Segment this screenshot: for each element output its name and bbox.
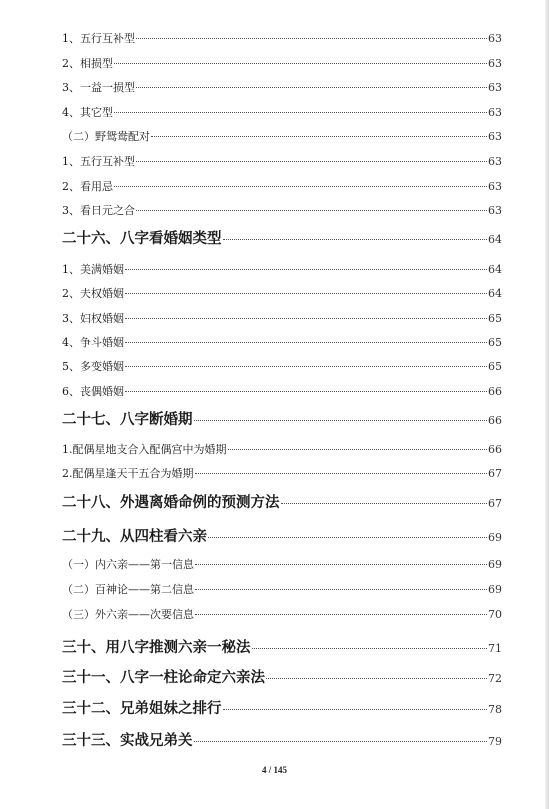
toc-chapter-entry[interactable] — [62, 636, 502, 657]
toc-entry-title: 1、美满婚姻 — [62, 263, 124, 276]
toc-section-entry[interactable] — [62, 202, 502, 218]
toc-entry-title: 三十、用八字推测六亲一秘法 — [62, 639, 251, 656]
dot-leader — [136, 210, 487, 211]
toc-entry-page-number: 66 — [488, 414, 502, 427]
toc-entry-title: 5、多变婚姻 — [62, 360, 124, 373]
dot-leader — [114, 186, 487, 187]
toc-entry-page-number: 64 — [488, 287, 502, 300]
toc-entry-page-number: 65 — [488, 336, 502, 349]
toc-section-entry[interactable] — [62, 178, 502, 194]
toc-entry-page-number: 65 — [488, 312, 502, 325]
toc-entry-title: 2、夫权婚姻 — [62, 287, 124, 300]
toc-entry-title: 二十七、八字断婚期 — [62, 411, 193, 428]
toc-entry-page-number: 67 — [488, 497, 502, 510]
dot-leader — [125, 318, 487, 319]
dot-leader — [228, 449, 488, 450]
toc-entry-title: 1、五行互补型 — [62, 155, 135, 168]
toc-entry-page-number: 63 — [488, 106, 502, 119]
toc-entry-page-number: 79 — [488, 735, 502, 748]
toc-chapter-entry[interactable] — [62, 491, 502, 512]
toc-entry-title: 3、看日元之合 — [62, 204, 135, 217]
toc-section-entry[interactable] — [62, 556, 502, 572]
toc-entry-title: 二十八、外遇离婚命例的预测方法 — [62, 494, 280, 511]
toc-entry-page-number: 63 — [488, 57, 502, 70]
toc-chapter-entry[interactable] — [62, 227, 502, 248]
toc-chapter-entry[interactable] — [62, 697, 502, 718]
toc-entry-page-number: 72 — [488, 672, 502, 685]
dot-leader — [195, 473, 488, 474]
toc-entry-title: 3、妇权婚姻 — [62, 312, 124, 325]
toc-entry-title: 3、一益一损型 — [62, 81, 135, 94]
toc-entry-title: 三十二、兄弟姐妹之排行 — [62, 700, 222, 717]
toc-section-entry[interactable] — [62, 441, 502, 457]
dot-leader — [136, 161, 487, 162]
toc-entry-title: 三十三、实战兄弟关 — [62, 732, 193, 749]
toc-chapter-entry[interactable] — [62, 408, 502, 429]
toc-entry-page-number: 64 — [488, 263, 502, 276]
toc-entry-title: 2、相损型 — [62, 57, 113, 70]
dot-leader — [136, 87, 487, 88]
toc-section-entry[interactable] — [62, 128, 502, 144]
toc-chapter-entry[interactable] — [62, 666, 502, 687]
toc-entry-title: 4、其它型 — [62, 106, 113, 119]
toc-entry-page-number: 63 — [488, 180, 502, 193]
toc-entry-title: 二十六、八字看婚姻类型 — [62, 230, 222, 247]
toc-entry-title: 三十一、八字一柱论命定六亲法 — [62, 669, 265, 686]
toc-section-entry[interactable] — [62, 581, 502, 597]
dot-leader — [252, 648, 488, 649]
dot-leader — [266, 678, 487, 679]
toc-entry-title: 2.配偶星逢天干五合为婚期 — [62, 467, 194, 480]
toc-entry-page-number: 63 — [488, 204, 502, 217]
dot-leader — [223, 239, 488, 240]
dot-leader — [208, 537, 487, 538]
toc-chapter-entry[interactable] — [62, 525, 502, 546]
toc-entry-page-number: 67 — [488, 467, 502, 480]
toc-entry-page-number: 69 — [488, 583, 502, 596]
toc-entry-page-number: 66 — [488, 443, 502, 456]
page-edge-shadow — [545, 0, 549, 809]
toc-entry-page-number: 78 — [488, 703, 502, 716]
toc-entry-page-number: 71 — [488, 642, 502, 655]
toc-entry-title: 1.配偶星地支合入配偶宫中为婚期 — [62, 443, 227, 456]
toc-entry-page-number: 63 — [488, 32, 502, 45]
toc-section-entry[interactable] — [62, 30, 502, 46]
toc-entry-page-number: 65 — [488, 360, 502, 373]
toc-entry-page-number: 69 — [488, 558, 502, 571]
page-number-footer: 4 / 145 — [261, 765, 287, 775]
toc-section-entry[interactable] — [62, 261, 502, 277]
toc-section-entry[interactable] — [62, 310, 502, 326]
toc-entry-page-number: 63 — [488, 81, 502, 94]
toc-entry-title: （三）外六亲——次要信息 — [62, 608, 194, 621]
toc-entry-title: （一）内六亲——第一信息 — [62, 558, 194, 571]
toc-section-entry[interactable] — [62, 465, 502, 481]
dot-leader — [114, 63, 487, 64]
toc-entry-title: 2、看用忌 — [62, 180, 113, 193]
toc-entry-title: 4、争斗婚姻 — [62, 336, 124, 349]
toc-entry-title: 二十九、从四柱看六亲 — [62, 528, 207, 545]
dot-leader — [194, 741, 488, 742]
toc-section-entry[interactable] — [62, 104, 502, 120]
dot-leader — [125, 293, 487, 294]
toc-entry-page-number: 63 — [488, 130, 502, 143]
toc-entry-page-number: 63 — [488, 155, 502, 168]
toc-section-entry[interactable] — [62, 153, 502, 169]
toc-entry-page-number: 64 — [488, 233, 502, 246]
dot-leader — [125, 391, 487, 392]
dot-leader — [281, 503, 488, 504]
dot-leader — [151, 136, 487, 137]
toc-entry-page-number: 70 — [488, 608, 502, 621]
toc-entry-title: （二）野鸳鸯配对 — [62, 130, 150, 143]
toc-section-entry[interactable] — [62, 334, 502, 350]
toc-entry-title: （二）百神论——第二信息 — [62, 583, 194, 596]
toc-section-entry[interactable] — [62, 606, 502, 622]
dot-leader — [194, 420, 488, 421]
dot-leader — [223, 709, 488, 710]
dot-leader — [125, 366, 487, 367]
toc-section-entry[interactable] — [62, 383, 502, 399]
dot-leader — [125, 342, 487, 343]
dot-leader — [125, 269, 487, 270]
dot-leader — [195, 589, 487, 590]
dot-leader — [195, 564, 487, 565]
toc-section-entry[interactable] — [62, 358, 502, 374]
toc-entry-title: 6、丧偶婚姻 — [62, 385, 124, 398]
toc-chapter-entry[interactable] — [62, 729, 502, 750]
toc-entry-title: 1、五行互补型 — [62, 32, 135, 45]
toc-section-entry[interactable] — [62, 55, 502, 71]
toc-entry-page-number: 69 — [488, 531, 502, 544]
dot-leader — [136, 38, 487, 39]
toc-entry-page-number: 66 — [488, 385, 502, 398]
toc-section-entry[interactable] — [62, 285, 502, 301]
dot-leader — [195, 614, 487, 615]
toc-section-entry[interactable] — [62, 79, 502, 95]
dot-leader — [114, 112, 487, 113]
